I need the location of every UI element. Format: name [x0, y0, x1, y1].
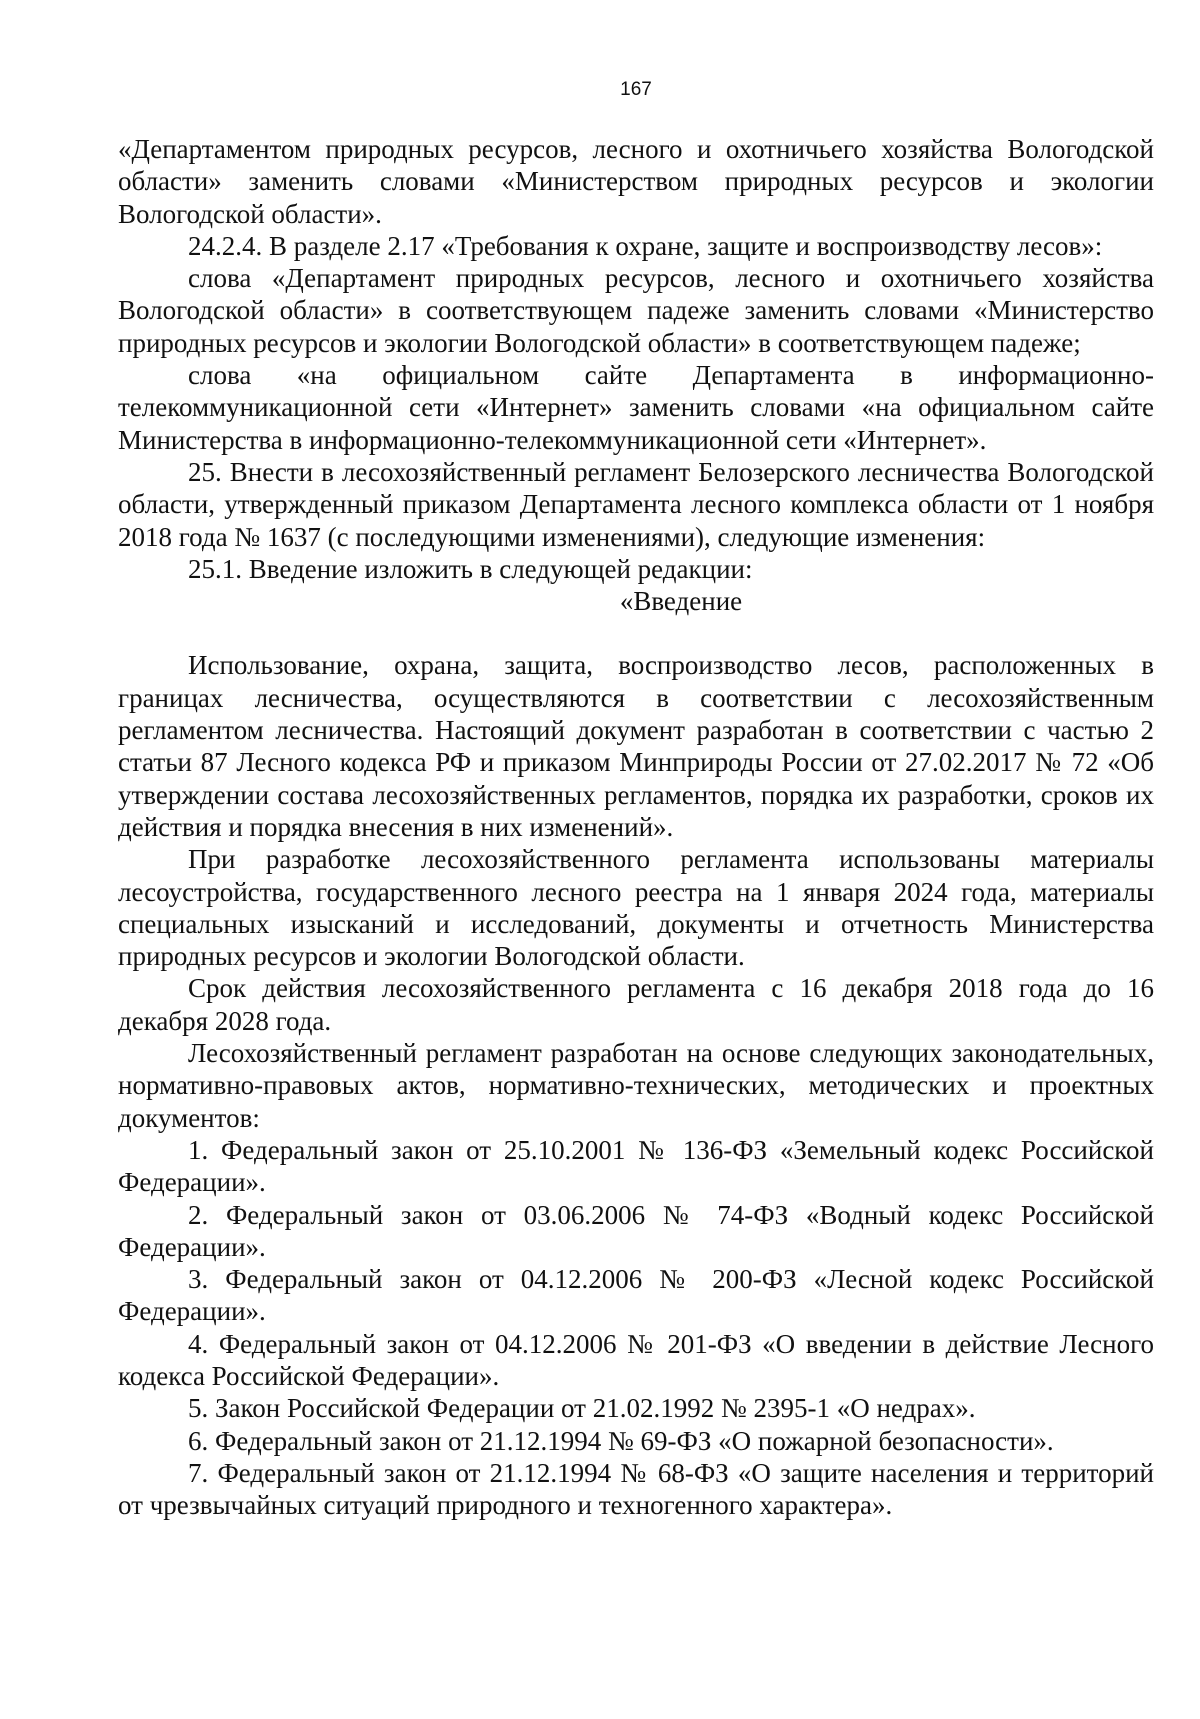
- list-item: 5. Закон Российской Федерации от 21.02.1992 № 2395-1 «О недрах».: [188, 1393, 976, 1424]
- list-item: 2. Федеральный закон от 03.06.2006 № 74-ФЗ «Водный кодекс Российской Федерации».: [118, 1199, 1154, 1262]
- paragraph: Лесохозяйственный регламент разработан на основе следующих законодательных, нормативно-правовых актов, нормативно-технических, методических и проектных документов:: [118, 1038, 1154, 1133]
- paragraph: 24.2.4. В разделе 2.17 «Требования к охране, защите и воспроизводству лесов»:: [188, 230, 1103, 261]
- list-item: 7. Федеральный закон от 21.12.1994 № 68-ФЗ «О защите населения и территорий от чрезвычайных ситуаций природного и техногенного характера».: [118, 1457, 1154, 1521]
- list-item: 3. Федеральный закон от 04.12.2006 № 200-ФЗ «Лесной кодекс Российской Федерации».: [118, 1264, 1154, 1327]
- paragraph: слова «Департамент природных ресурсов, лесного и охотничьего хозяйства Вологодской области» в соответствующем падеже заменить словами «Министерство природных ресурсов и экологии Вологодской области» в соответствующем падеже;: [118, 263, 1154, 358]
- paragraph: 25. Внести в лесохозяйственный регламент Белозерского лесничества Вологодской области, утвержденный приказом Департамента лесного комплекса области от 1 ноября 2018 года № 1637 (с последующими изменениями), следующие изменения:: [118, 456, 1154, 552]
- paragraph: Использование, охрана, защита, воспроизводство лесов, расположенных в границах лесничества, осуществляются в соответствии с лесохозяйственным регламентом лесничества. Настоящий документ разработан в соответствии с частью 2 статьи 87 Лесного кодекса РФ и приказом Минприроды России от 27.02.2017 № 72 «Об утверждении состава лесохозяйственных регламентов, порядка их разработки, сроков их действия и порядка внесения в них изменений».: [118, 650, 1154, 842]
- spacer: [118, 617, 1154, 649]
- list-item: 4. Федеральный закон от 04.12.2006 № 201-ФЗ «О введении в действие Лесного кодекса Российской Федерации».: [118, 1328, 1154, 1391]
- paragraph: Срок действия лесохозяйственного регламента с 16 декабря 2018 года до 16 декабря 2028 года.: [118, 973, 1154, 1036]
- paragraph: 25.1. Введение изложить в следующей редакции:: [188, 553, 753, 584]
- paragraph: «Департаментом природных ресурсов, лесного и охотничьего хозяйства Вологодской области» заменить словами «Министерством природных ресурсов и экологии Вологодской области».: [118, 134, 1154, 229]
- section-heading: «Введение: [619, 586, 743, 617]
- document-body: [118, 133, 1154, 1521]
- page-number: 167: [620, 79, 652, 100]
- list-item: 1. Федеральный закон от 25.10.2001 № 136-ФЗ «Земельный кодекс Российской Федерации».: [118, 1134, 1154, 1198]
- list-item: 6. Федеральный закон от 21.12.1994 № 69-ФЗ «О пожарной безопасности».: [188, 1425, 1054, 1456]
- paragraph: слова «на официальном сайте Департамента в информационно-телекоммуникационной сети «Интернет» заменить словами «на официальном сайте Министерства в информационно-телекоммуникационной сети «Интернет».: [118, 360, 1154, 455]
- paragraph: При разработке лесохозяйственного регламента использованы материалы лесоустройства, государственного лесного реестра на 1 января 2024 года, материалы специальных изысканий и исследований, документы и отчетность Министерства природных ресурсов и экологии Вологодской области.: [118, 844, 1154, 972]
